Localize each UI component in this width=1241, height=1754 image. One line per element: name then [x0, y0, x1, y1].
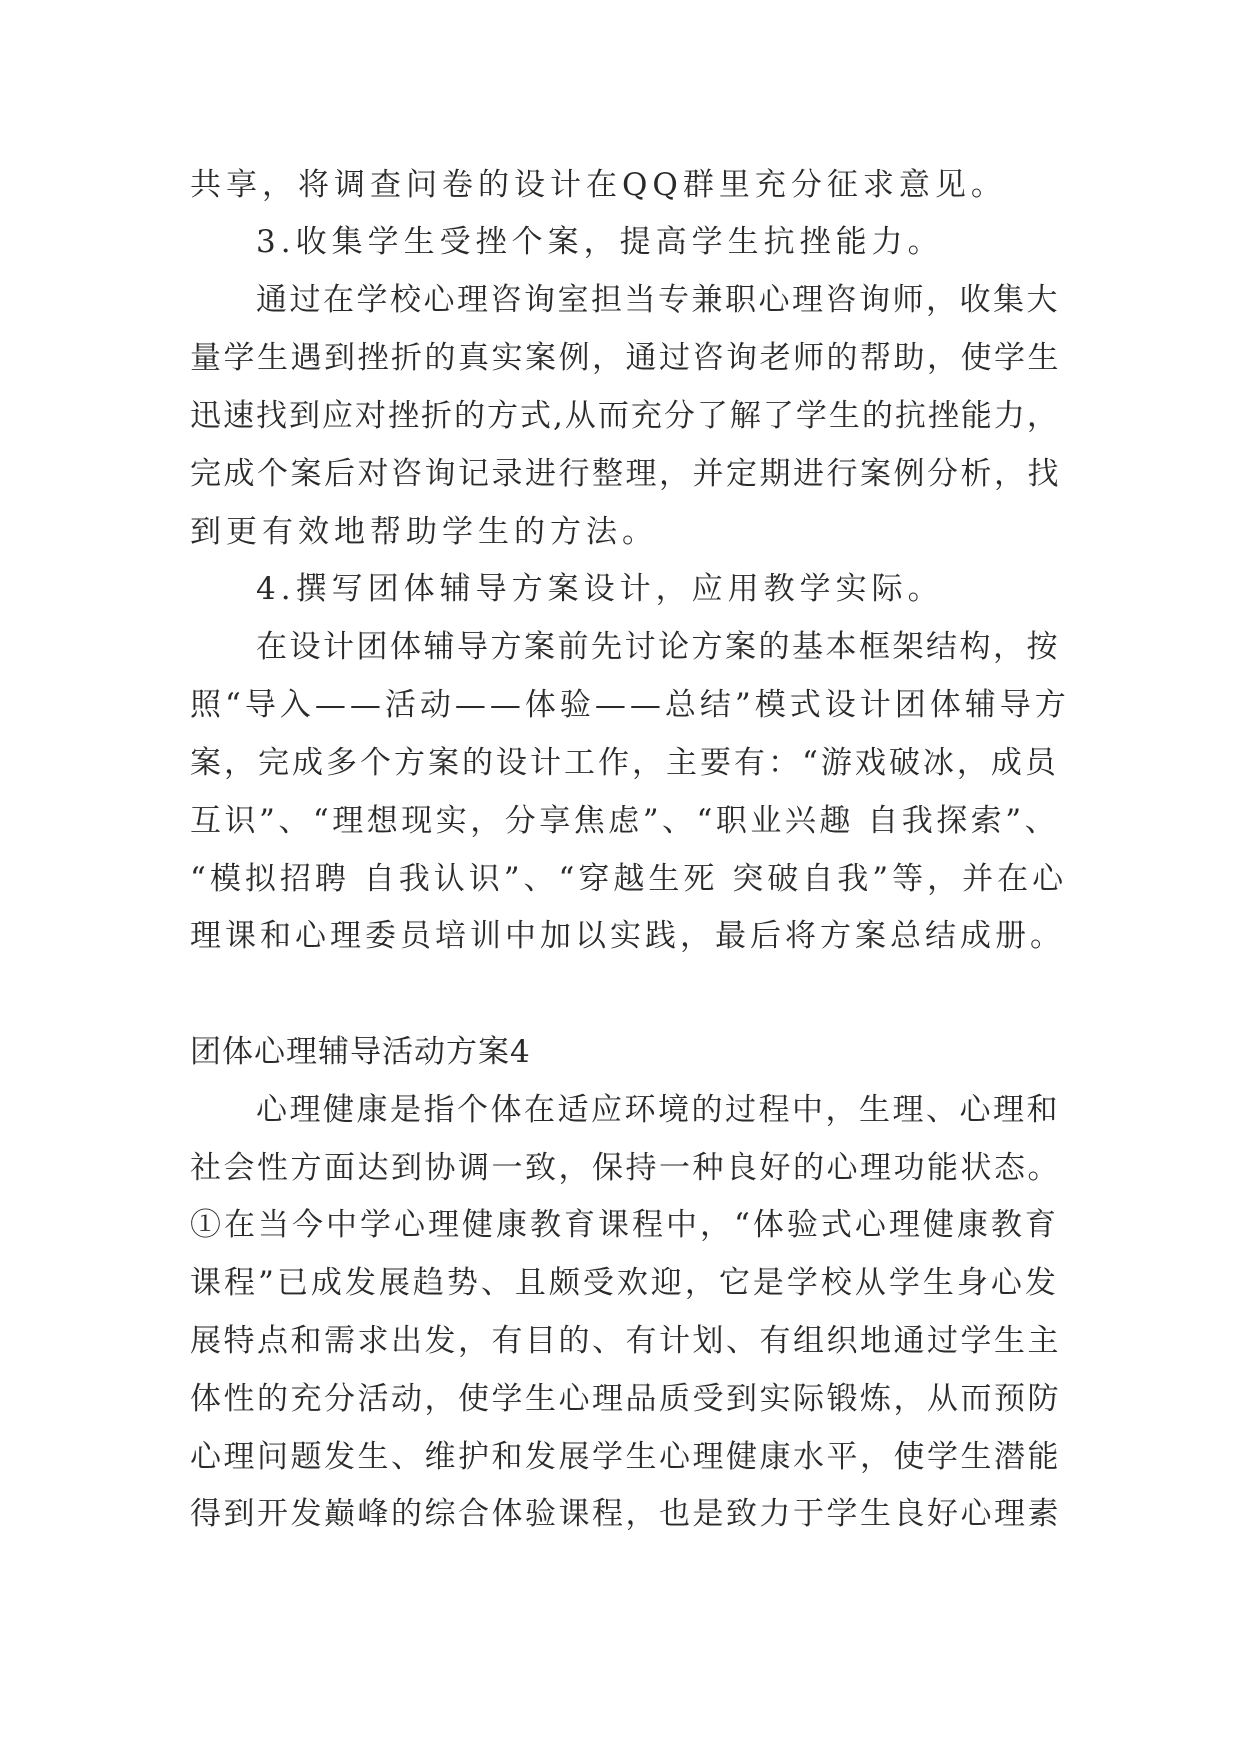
numbered-item-3: 3.收集学生受挫个案，提高学生抗挫能力。 [256, 224, 944, 260]
paragraph-line: 社会性方面达到协调一致，保持一种良好的心理功能状态。 [190, 1150, 1061, 1186]
paragraph-line: 理课和心理委员培训中加以实践，最后将方案总结成册。 [190, 918, 1065, 954]
paragraph-line: 得到开发巅峰的综合体验课程，也是致力于学生良好心理素 [190, 1496, 1061, 1532]
paragraph-line: 完成个案后对咨询记录进行整理，并定期进行案例分析，找 [190, 456, 1061, 492]
paragraph-line: 课程”已成发展趋势、且颇受欢迎，它是学校从学生身心发 [190, 1265, 1059, 1301]
paragraph-line: 通过在学校心理咨询室担当专兼职心理咨询师，收集大 [256, 282, 1060, 318]
paragraph-line: 心理健康是指个体在适应环境的过程中，生理、心理和 [256, 1092, 1060, 1128]
paragraph-line: 在设计团体辅导方案前先讨论方案的基本框架结构，按 [256, 629, 1060, 665]
paragraph-line: 照“导入——活动——体验——总结”模式设计团体辅导方 [190, 687, 1070, 723]
paragraph-line: 到更有效地帮助学生的方法。 [190, 514, 658, 550]
paragraph-line: 互识”、“理想现实，分享焦虑”、“职业兴趣 自我探索”、 [190, 803, 1060, 839]
paragraph-line: “模拟招聘 自我认识”、“穿越生死 突破自我”等，并在心 [190, 861, 1068, 897]
paragraph-line: 体性的充分活动，使学生心理品质受到实际锻炼，从而预防 [190, 1381, 1061, 1417]
section-title: 团体心理辅导活动方案4 [190, 1034, 531, 1070]
paragraph-line: 心理问题发生、维护和发展学生心理健康水平，使学生潜能 [190, 1439, 1061, 1475]
paragraph-line: 迅速找到应对挫折的方式,从而充分了解了学生的抗挫能力， [190, 398, 1060, 434]
paragraph-line: 量学生遇到挫折的真实案例，通过咨询老师的帮助，使学生 [190, 340, 1061, 376]
numbered-item-4: 4.撰写团体辅导方案设计，应用教学实际。 [256, 571, 944, 607]
paragraph-line: 案，完成多个方案的设计工作，主要有：“游戏破冰，成员 [190, 745, 1059, 781]
paragraph-line: 共享，将调查问卷的设计在QQ群里充分征求意见。 [190, 167, 1007, 203]
paragraph-line: ①在当今中学心理健康教育课程中，“体验式心理健康教育 [190, 1207, 1059, 1243]
paragraph-line: 展特点和需求出发，有目的、有计划、有组织地通过学生主 [190, 1323, 1061, 1359]
